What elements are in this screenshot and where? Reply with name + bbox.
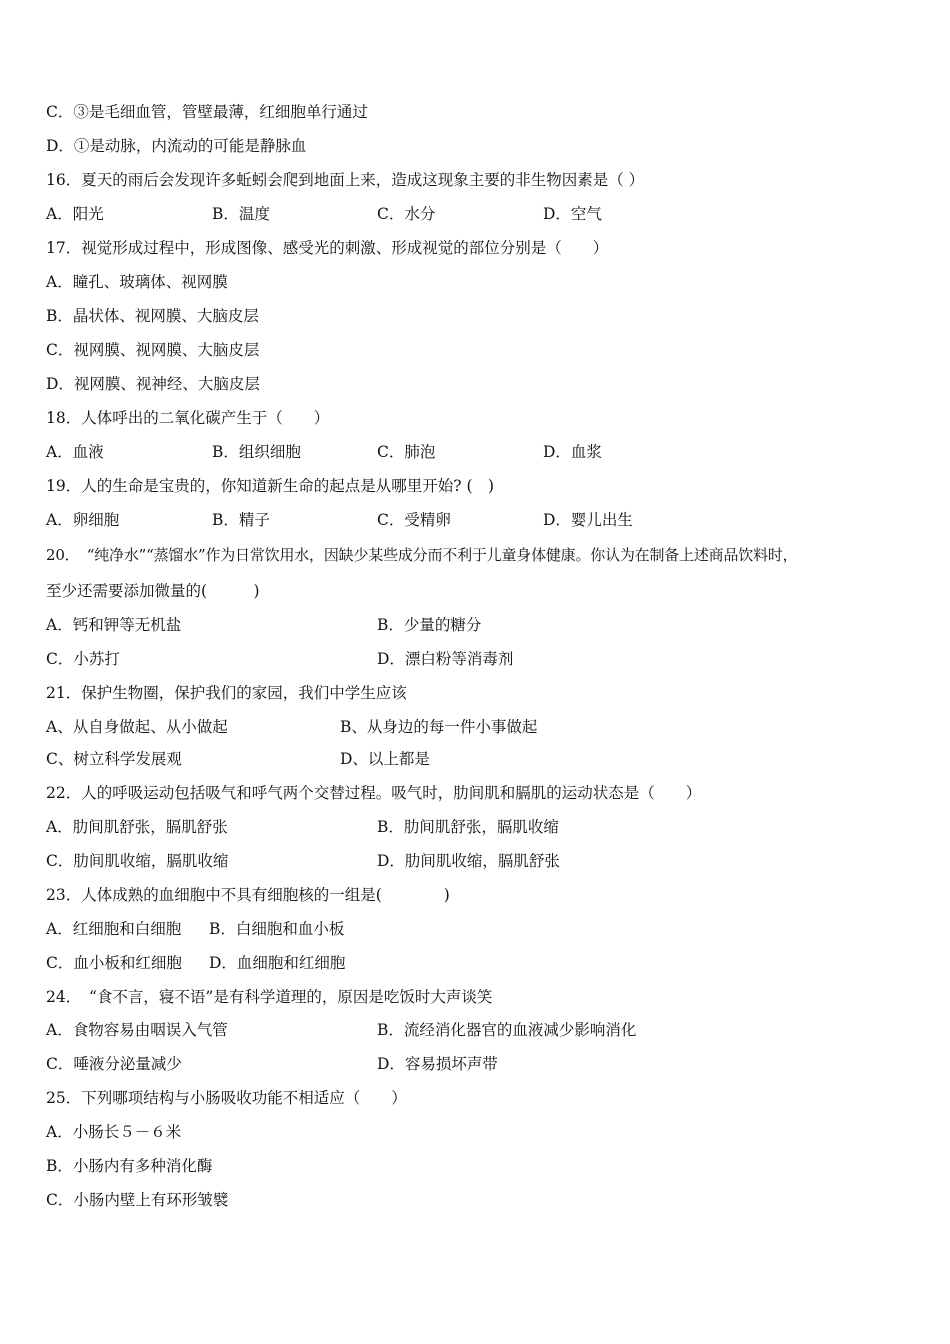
- q21-option-b: B、从身边的每一件小事做起: [340, 718, 538, 736]
- q21-option-c: C、树立科学发展观: [46, 750, 182, 768]
- q16-option-b: B．温度: [212, 205, 270, 223]
- q18-option-c: C．肺泡: [377, 443, 436, 461]
- q24-option-a: A．食物容易由咽误入气管: [46, 1021, 228, 1039]
- q25-stem: 25．下列哪项结构与小肠吸收功能不相适应（ ）: [46, 1089, 407, 1107]
- q20-option-b: B．少量的糖分: [377, 616, 482, 634]
- q15-option-d: D．①是动脉，内流动的可能是静脉血: [46, 137, 307, 155]
- q22-option-d: D．肋间肌收缩，膈肌舒张: [377, 852, 560, 870]
- q22-option-a: A．肋间肌舒张，膈肌舒张: [46, 818, 228, 836]
- q23-option-d: D．血细胞和红细胞: [209, 954, 346, 972]
- q25-option-b: B．小肠内有多种消化酶: [46, 1157, 213, 1175]
- q22-option-c: C．肋间肌收缩，膈肌收缩: [46, 852, 229, 870]
- q19-option-b: B．精子: [212, 511, 270, 529]
- q21-option-d: D、以上都是: [340, 750, 430, 768]
- q23-option-a: A．红细胞和白细胞: [46, 920, 182, 938]
- q17-option-a: A．瞳孔、玻璃体、视网膜: [46, 273, 228, 291]
- q21-stem: 21．保护生物圈，保护我们的家园，我们中学生应该: [46, 684, 407, 702]
- q24-option-d: D．容易损坏声带: [377, 1055, 498, 1073]
- q18-option-d: D．血浆: [543, 443, 602, 461]
- q22-stem: 22．人的呼吸运动包括吸气和呼气两个交替过程。吸气时，肋间肌和膈肌的运动状态是（ ）: [46, 784, 702, 802]
- q19-stem: 19．人的生命是宝贵的，你知道新生命的起点是从哪里开始? ( ): [46, 477, 495, 495]
- q20-stem-line2: 至少还需要添加微量的( ): [46, 582, 260, 600]
- q23-option-b: B．白细胞和血小板: [209, 920, 345, 938]
- q21-option-a: A、从自身做起、从小做起: [46, 718, 228, 736]
- q17-option-c: C．视网膜、视网膜、大脑皮层: [46, 341, 260, 359]
- q15-option-c: C．③是毛细血管，管壁最薄，红细胞单行通过: [46, 103, 368, 121]
- q16-option-d: D．空气: [543, 205, 602, 223]
- q20-option-d: D．漂白粉等消毒剂: [377, 650, 514, 668]
- q20-stem-line1: 20． “纯净水”“蒸馏水”作为日常饮用水，因缺少某些成分而不利于儿童身体健康。你认为在制备上述商品饮料时，: [46, 546, 798, 564]
- q25-option-a: A．小肠长５－６米: [46, 1123, 182, 1141]
- q16-option-a: A．阳光: [46, 205, 104, 223]
- q23-stem: 23．人体成熟的血细胞中不具有细胞核的一组是( ): [46, 886, 450, 904]
- q16-option-c: C．水分: [377, 205, 436, 223]
- q18-stem: 18．人体呼出的二氧化碳产生于（ ）: [46, 409, 330, 427]
- q25-option-c: C．小肠内壁上有环形皱襞: [46, 1191, 229, 1209]
- q17-option-b: B．晶状体、视网膜、大脑皮层: [46, 307, 259, 325]
- q24-option-b: B．流经消化器官的血液减少影响消化: [377, 1021, 637, 1039]
- q24-stem: 24． “食不言，寝不语”是有科学道理的，原因是吃饭时大声谈笑: [46, 988, 493, 1006]
- q20-option-a: A．钙和钾等无机盐: [46, 616, 182, 634]
- q23-option-c: C．血小板和红细胞: [46, 954, 182, 972]
- q19-option-a: A．卵细胞: [46, 511, 120, 529]
- q18-option-a: A．血液: [46, 443, 104, 461]
- q22-option-b: B．肋间肌舒张，膈肌收缩: [377, 818, 559, 836]
- q19-option-c: C．受精卵: [377, 511, 451, 529]
- q24-option-c: C．唾液分泌量减少: [46, 1055, 182, 1073]
- q18-option-b: B．组织细胞: [212, 443, 301, 461]
- q20-option-c: C．小苏打: [46, 650, 120, 668]
- q17-option-d: D．视网膜、视神经、大脑皮层: [46, 375, 260, 393]
- q17-stem: 17．视觉形成过程中，形成图像、感受光的刺激、形成视觉的部位分别是（ ）: [46, 239, 609, 257]
- q16-stem: 16．夏天的雨后会发现许多蚯蚓会爬到地面上来，造成这现象主要的非生物因素是（ ）: [46, 171, 645, 189]
- q19-option-d: D．婴儿出生: [543, 511, 633, 529]
